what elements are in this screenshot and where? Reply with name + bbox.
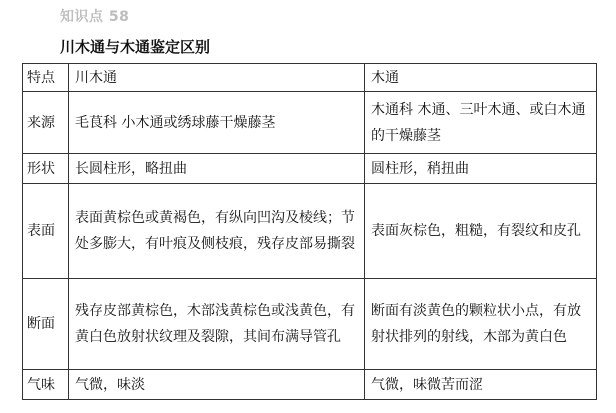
row-cell-chuanmutong: 长圆柱形，略扭曲	[69, 154, 365, 184]
table-row-surface	[23, 184, 597, 279]
table-row-odor	[23, 370, 597, 400]
row-cell-chuanmutong: 气微，味淡	[69, 370, 365, 400]
header-mutong: 木通	[365, 64, 597, 92]
row-cell-mutong: 表面灰棕色，粗糙，有裂纹和皮孔	[365, 184, 597, 279]
row-cell-chuanmutong: 毛茛科 小木通或绣球藤干燥藤茎	[69, 92, 365, 154]
table-row-source	[23, 92, 597, 154]
row-feature: 气味	[23, 370, 69, 400]
row-cell-mutong: 木通科 木通、三叶木通、或白木通的干燥藤茎	[365, 92, 597, 154]
row-cell-chuanmutong: 残存皮部黄棕色，木部浅黄棕色或浅黄色，有黄白色放射状纹理及裂隙，其间布满导管孔	[69, 279, 365, 370]
row-cell-mutong: 气微，味微苦而涩	[365, 370, 597, 400]
header-chuanmutong: 川木通	[69, 64, 365, 92]
row-feature: 形状	[23, 154, 69, 184]
row-feature: 来源	[23, 92, 69, 154]
comparison-table	[22, 63, 597, 400]
knowledge-point-label: 知识点 58	[60, 9, 130, 25]
document-title: 川木通与木通鉴定区别	[60, 38, 211, 56]
row-feature: 表面	[23, 184, 69, 279]
header-feature: 特点	[23, 64, 69, 92]
table-row-shape	[23, 154, 597, 184]
row-cell-mutong: 圆柱形，稍扭曲	[365, 154, 597, 184]
table-row-section	[23, 279, 597, 370]
table-header-row	[23, 64, 597, 92]
row-cell-mutong: 断面有淡黄色的颗粒状小点，有放射状排列的射线，木部为黄白色	[365, 279, 597, 370]
row-feature: 断面	[23, 279, 69, 370]
row-cell-chuanmutong: 表面黄棕色或黄褐色，有纵向凹沟及棱线；节处多膨大，有叶痕及侧枝痕，残存皮部易撕裂	[69, 184, 365, 279]
